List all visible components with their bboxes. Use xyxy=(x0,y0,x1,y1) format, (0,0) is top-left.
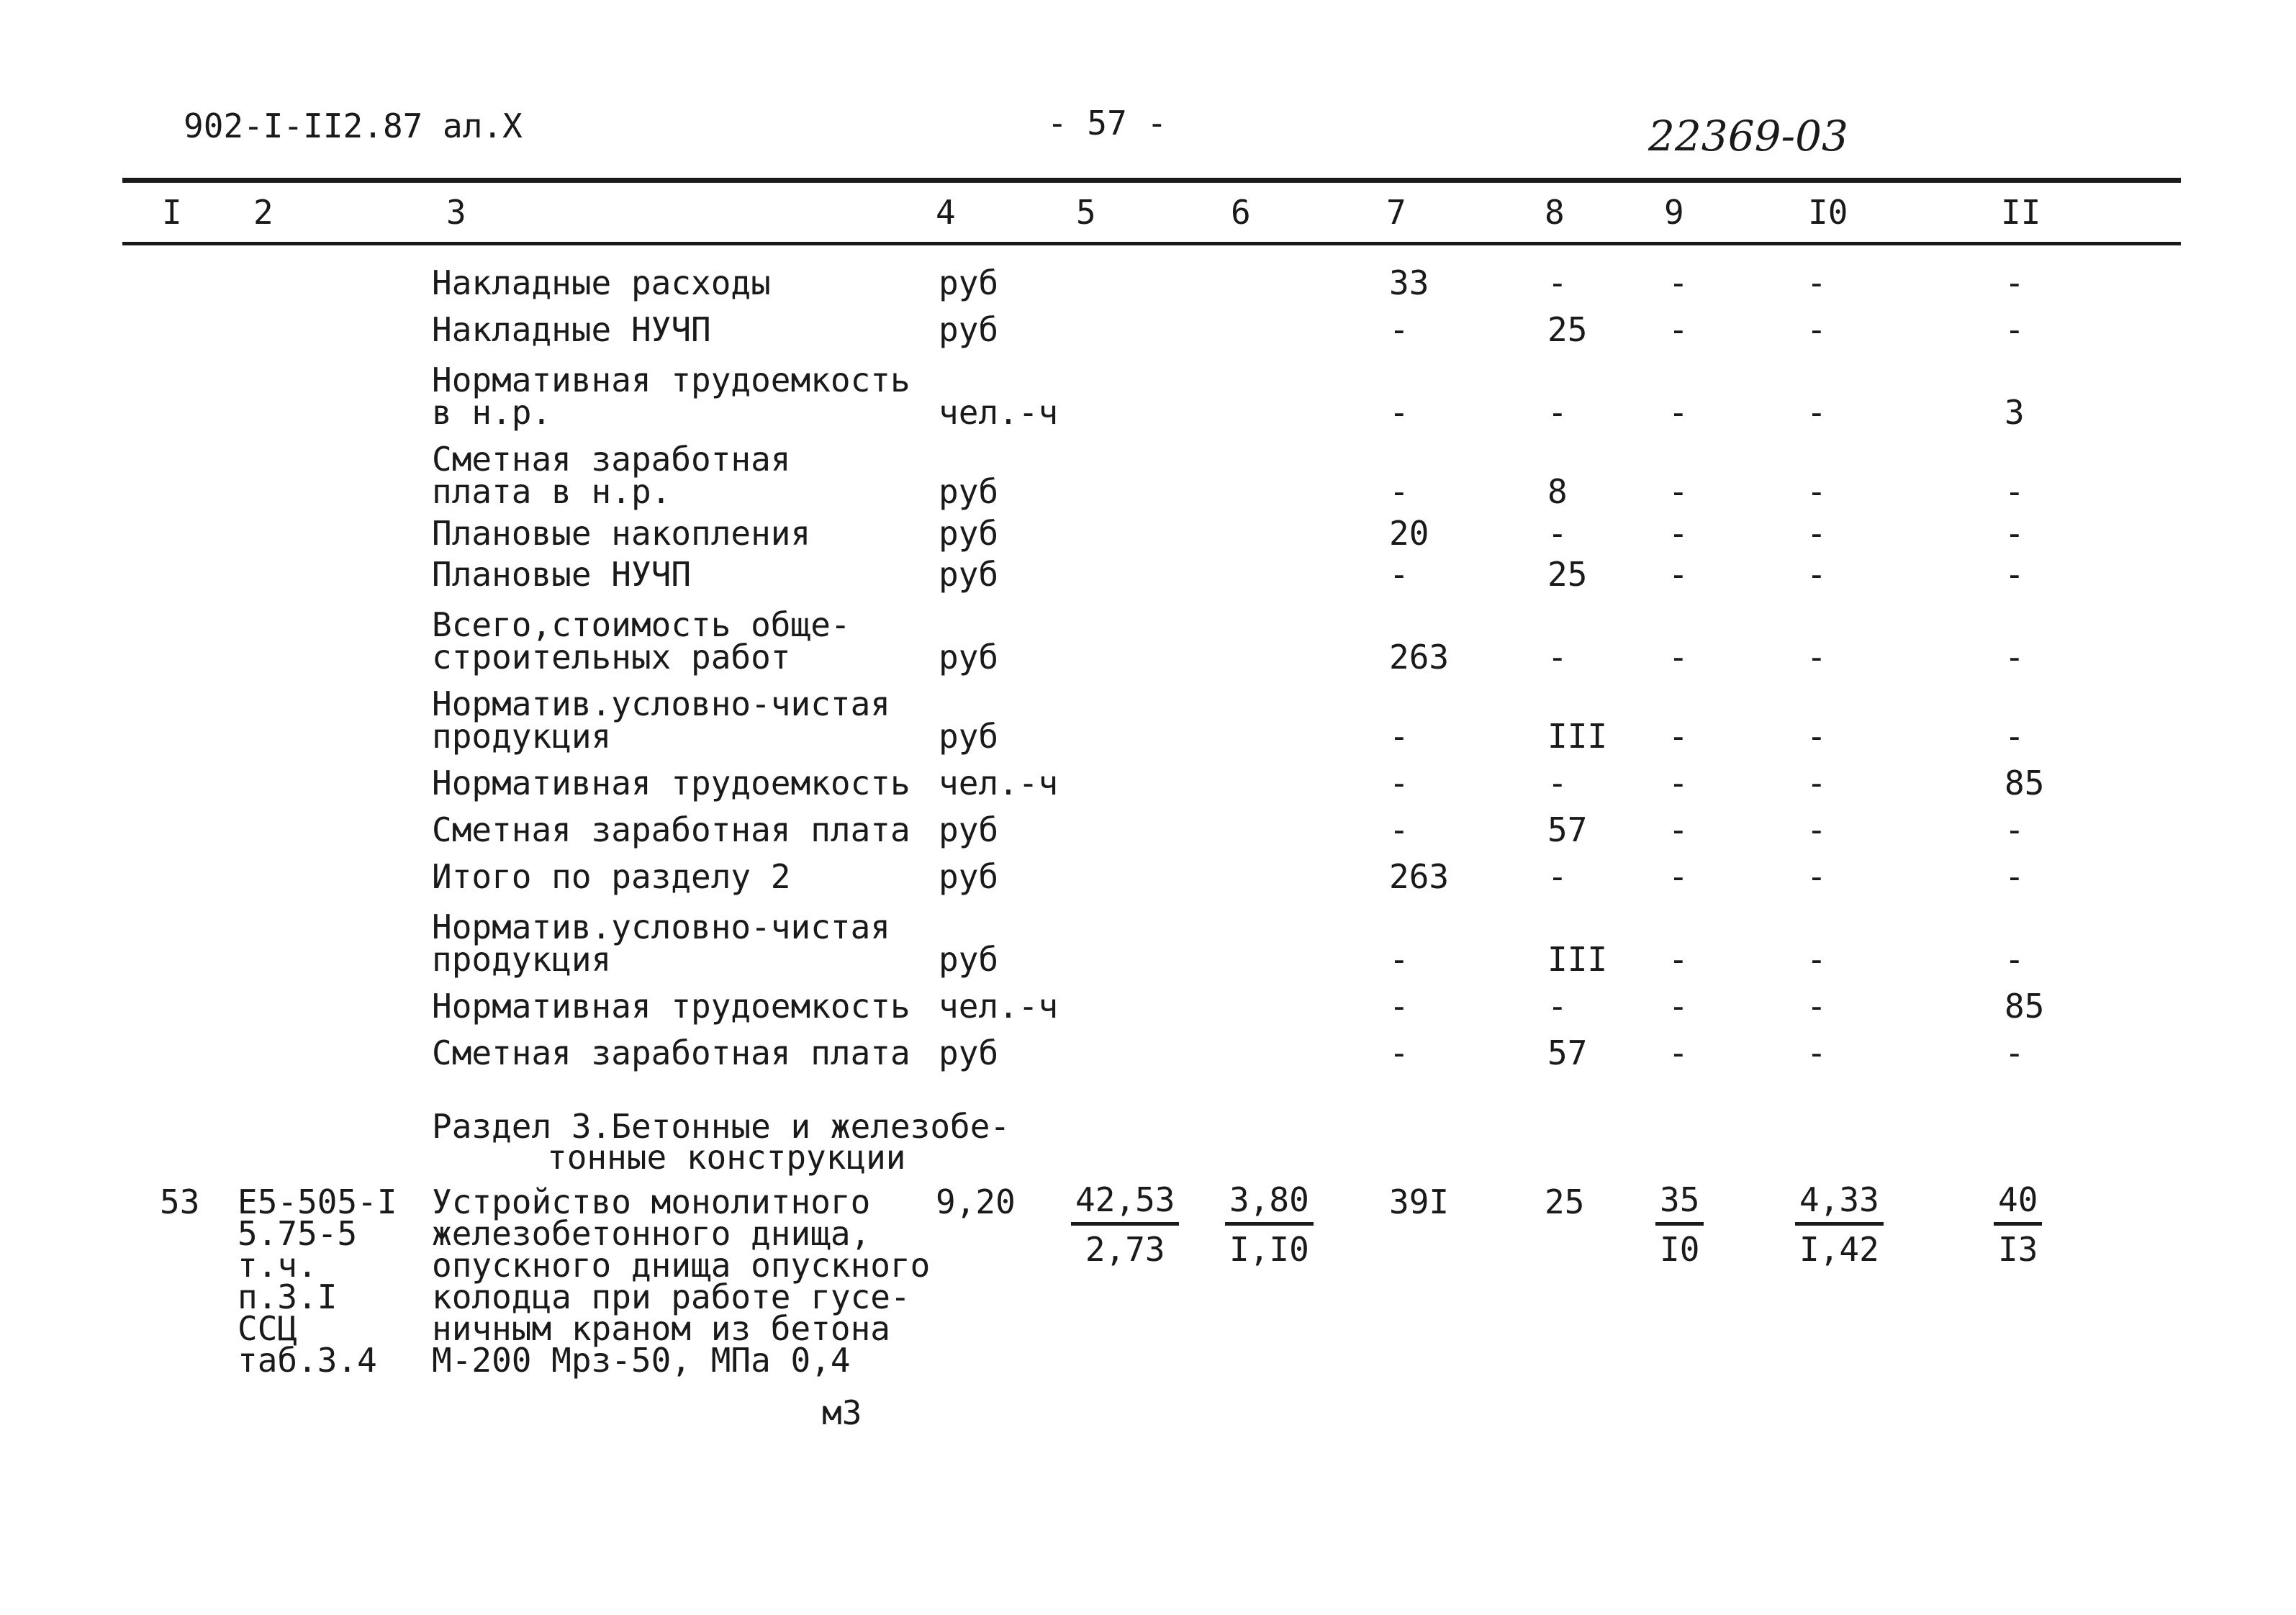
row-value-c8: 57 xyxy=(1547,1033,1588,1072)
row-value-c9: - xyxy=(1668,263,1689,302)
row-value-c11: 3 xyxy=(2005,393,2025,432)
item-code-line: п.3.I xyxy=(238,1277,338,1316)
row-value-c8: 25 xyxy=(1547,555,1588,594)
row-label: Накладные НУЧП xyxy=(432,310,711,349)
row-unit: руб xyxy=(939,555,999,594)
row-unit: руб xyxy=(939,514,999,553)
row-label: Плановые накопления xyxy=(432,514,811,553)
row-value-c8: - xyxy=(1547,987,1568,1026)
row-value-c9: - xyxy=(1668,717,1689,756)
row-value-c8: 57 xyxy=(1547,810,1588,849)
row-value-c8: - xyxy=(1547,393,1568,432)
row-value-c9: - xyxy=(1668,764,1689,802)
item-col5-fraction xyxy=(1071,1180,1179,1269)
row-label: Сметная заработная xyxy=(432,440,791,479)
row-value-c8: III xyxy=(1547,717,1608,756)
row-label: Накладные расходы xyxy=(432,263,771,302)
row-unit: руб xyxy=(939,940,999,979)
row-value-c11: - xyxy=(2005,514,2025,553)
row-label: Плановые НУЧП xyxy=(432,555,692,594)
row-value-c9: - xyxy=(1668,555,1689,594)
row-value-c7: 20 xyxy=(1389,514,1429,553)
row-value-c9: - xyxy=(1668,472,1689,511)
item-col10-fraction xyxy=(1795,1180,1884,1269)
row-label: Нормативная трудоемкость xyxy=(432,987,910,1026)
row-unit: руб xyxy=(939,472,999,511)
row-value-c9: - xyxy=(1668,310,1689,349)
item-unit: м3 xyxy=(822,1393,862,1432)
column-header-3: 3 xyxy=(446,193,466,232)
row-label: Норматив.условно-чистая xyxy=(432,684,890,723)
column-header-7: 7 xyxy=(1386,193,1406,232)
row-label: Сметная заработная плата xyxy=(432,810,910,849)
row-unit: чел.-ч xyxy=(939,393,1059,432)
row-label: плата в н.р. xyxy=(432,472,672,511)
row-value-c11: - xyxy=(2005,638,2025,677)
row-label: в н.р. xyxy=(432,393,552,432)
col11-numerator: 40 xyxy=(1994,1183,2042,1226)
row-value-c10: - xyxy=(1807,717,1827,756)
row-value-c7: 33 xyxy=(1389,263,1429,302)
row-value-c11: - xyxy=(2005,263,2025,302)
section-title-cont: тонные конструкции xyxy=(547,1138,906,1177)
row-unit: чел.-ч xyxy=(939,764,1059,802)
row-value-c7: - xyxy=(1389,810,1409,849)
item-col7: 39I xyxy=(1389,1182,1450,1221)
row-value-c8: III xyxy=(1547,940,1608,979)
document-code: 902-I-II2.87 ал.X xyxy=(184,107,523,145)
column-header-2: 2 xyxy=(253,193,274,232)
row-value-c7: - xyxy=(1389,987,1409,1026)
column-header-8: 8 xyxy=(1545,193,1565,232)
header-rule-top xyxy=(122,178,2181,183)
item-col9-fraction xyxy=(1655,1180,1704,1269)
row-value-c11: - xyxy=(2005,857,2025,896)
row-value-c7: - xyxy=(1389,940,1409,979)
row-value-c8: - xyxy=(1547,263,1568,302)
col11-denominator: I3 xyxy=(1998,1230,2038,1269)
column-header-11: II xyxy=(2001,193,2041,232)
row-value-c11: - xyxy=(2005,472,2025,511)
column-header-6: 6 xyxy=(1231,193,1251,232)
row-label: продукция xyxy=(432,717,612,756)
row-value-c7: - xyxy=(1389,393,1409,432)
row-unit: руб xyxy=(939,310,999,349)
item-description-line: ничным краном из бетона xyxy=(432,1309,890,1348)
row-unit: чел.-ч xyxy=(939,987,1059,1026)
row-unit: руб xyxy=(939,638,999,677)
item-description-line: колодца при работе гусе- xyxy=(432,1277,910,1316)
row-value-c7: - xyxy=(1389,555,1409,594)
row-value-c7: - xyxy=(1389,717,1409,756)
row-value-c11: - xyxy=(2005,1033,2025,1072)
archive-number: 22369-03 xyxy=(1648,112,1848,160)
row-label: Итого по разделу 2 xyxy=(432,857,791,896)
row-label: Нормативная трудоемкость xyxy=(432,764,910,802)
item-description-line: Устройство монолитного xyxy=(432,1182,871,1221)
row-value-c9: - xyxy=(1668,810,1689,849)
row-value-c10: - xyxy=(1807,472,1827,511)
row-value-c8: 8 xyxy=(1547,472,1568,511)
section-title: Раздел 3.Бетонные и железобе- xyxy=(432,1107,1011,1146)
item-col6-fraction xyxy=(1225,1180,1314,1269)
row-value-c9: - xyxy=(1668,1033,1689,1072)
row-label: Нормативная трудоемкость xyxy=(432,361,910,399)
row-value-c10: - xyxy=(1807,857,1827,896)
row-value-c9: - xyxy=(1668,987,1689,1026)
row-value-c11: - xyxy=(2005,310,2025,349)
item-code-line: ССЦ xyxy=(238,1309,298,1348)
item-description-line: М-200 Мрз-50, МПа 0,4 xyxy=(432,1341,851,1380)
row-value-c10: - xyxy=(1807,555,1827,594)
row-value-c10: - xyxy=(1807,514,1827,553)
row-value-c10: - xyxy=(1807,940,1827,979)
row-value-c10: - xyxy=(1807,1033,1827,1072)
row-value-c8: - xyxy=(1547,514,1568,553)
column-header-10: I0 xyxy=(1808,193,1848,232)
item-description-line: железобетонного днища, xyxy=(432,1214,871,1253)
row-label: Сметная заработная плата xyxy=(432,1033,910,1072)
col6-numerator: 3,80 xyxy=(1225,1183,1314,1226)
item-code-line: т.ч. xyxy=(238,1246,317,1285)
item-col11-fraction xyxy=(1994,1180,2042,1269)
column-header-4: 4 xyxy=(936,193,956,232)
row-unit: руб xyxy=(939,717,999,756)
row-value-c10: - xyxy=(1807,987,1827,1026)
row-value-c10: - xyxy=(1807,810,1827,849)
row-unit: руб xyxy=(939,263,999,302)
col9-numerator: 35 xyxy=(1655,1183,1704,1226)
row-value-c10: - xyxy=(1807,638,1827,677)
row-value-c10: - xyxy=(1807,263,1827,302)
row-value-c9: - xyxy=(1668,940,1689,979)
item-quantity: 9,20 xyxy=(936,1182,1016,1221)
row-label: Норматив.условно-чистая xyxy=(432,908,890,946)
row-label: Всего,стоимость обще- xyxy=(432,605,851,644)
row-unit: руб xyxy=(939,810,999,849)
row-value-c11: - xyxy=(2005,555,2025,594)
row-value-c9: - xyxy=(1668,857,1689,896)
row-value-c8: - xyxy=(1547,638,1568,677)
item-code-line: 5.75-5 xyxy=(238,1214,358,1253)
row-value-c9: - xyxy=(1668,514,1689,553)
column-header-9: 9 xyxy=(1664,193,1684,232)
row-value-c7: - xyxy=(1389,764,1409,802)
row-value-c10: - xyxy=(1807,393,1827,432)
row-value-c7: - xyxy=(1389,310,1409,349)
row-value-c11: 85 xyxy=(2005,987,2045,1026)
item-number: 53 xyxy=(160,1182,200,1221)
item-description-line: опускного днища опускного xyxy=(432,1246,931,1285)
col10-denominator: I,42 xyxy=(1799,1230,1879,1269)
row-label: продукция xyxy=(432,940,612,979)
row-value-c11: - xyxy=(2005,717,2025,756)
row-unit: руб xyxy=(939,1033,999,1072)
row-value-c11: - xyxy=(2005,940,2025,979)
col5-denominator: 2,73 xyxy=(1085,1230,1165,1269)
row-value-c7: 263 xyxy=(1389,638,1450,677)
row-value-c7: - xyxy=(1389,472,1409,511)
row-value-c8: - xyxy=(1547,764,1568,802)
row-value-c8: 25 xyxy=(1547,310,1588,349)
item-code-line: таб.3.4 xyxy=(238,1341,377,1380)
row-value-c7: 263 xyxy=(1389,857,1450,896)
col5-numerator: 42,53 xyxy=(1071,1183,1179,1226)
row-value-c11: - xyxy=(2005,810,2025,849)
row-value-c11: 85 xyxy=(2005,764,2045,802)
row-value-c7: - xyxy=(1389,1033,1409,1072)
row-value-c8: - xyxy=(1547,857,1568,896)
row-value-c10: - xyxy=(1807,310,1827,349)
header-rule-bottom xyxy=(122,242,2181,245)
col9-denominator: I0 xyxy=(1660,1230,1700,1269)
row-value-c10: - xyxy=(1807,764,1827,802)
page-number: - 57 - xyxy=(1047,104,1167,142)
col10-numerator: 4,33 xyxy=(1795,1183,1884,1226)
column-header-1: I xyxy=(162,193,182,232)
col6-denominator: I,I0 xyxy=(1229,1230,1309,1269)
row-unit: руб xyxy=(939,857,999,896)
row-value-c9: - xyxy=(1668,393,1689,432)
item-code-line: Е5-505-I xyxy=(238,1182,397,1221)
row-label: строительных работ xyxy=(432,638,791,677)
row-value-c9: - xyxy=(1668,638,1689,677)
item-col8: 25 xyxy=(1545,1182,1585,1221)
column-header-5: 5 xyxy=(1076,193,1096,232)
